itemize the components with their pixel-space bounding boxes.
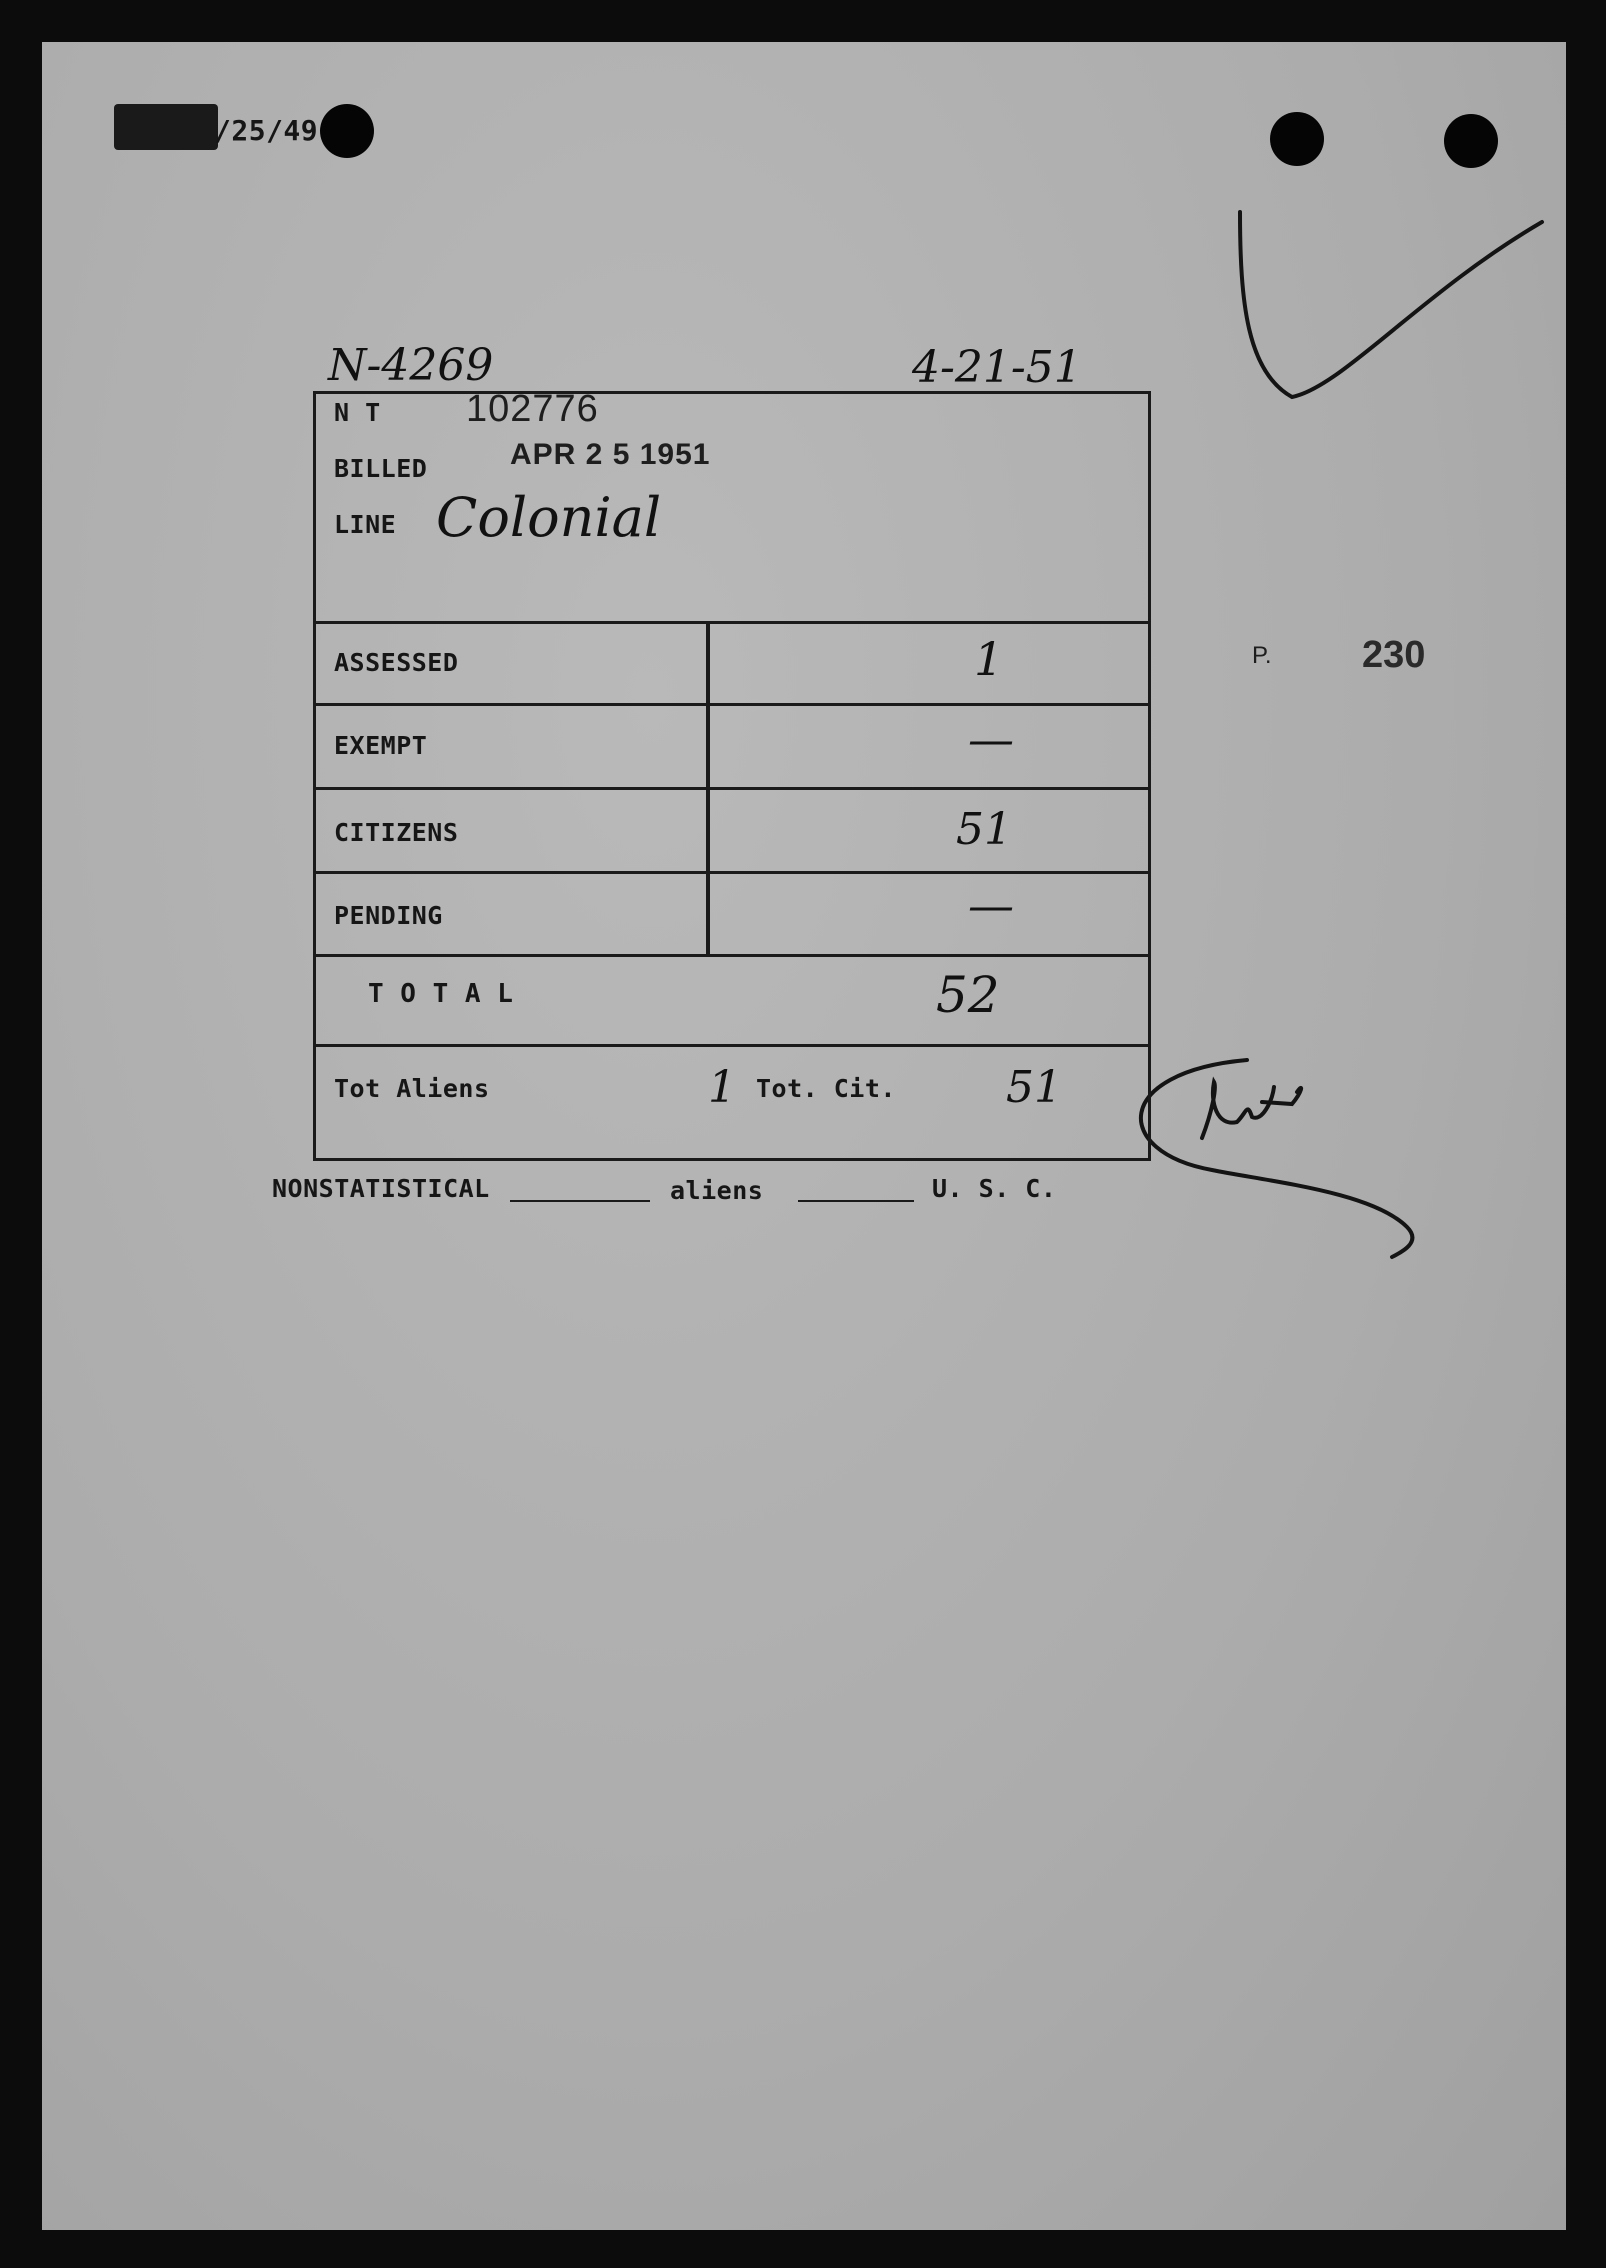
nonstatistical-blank xyxy=(510,1200,650,1202)
document-page xyxy=(42,42,1566,2230)
file-number: N-4269 xyxy=(328,340,494,391)
nt-label: N T xyxy=(334,398,381,427)
row-value-citizens: 51 xyxy=(956,804,1012,855)
nt-number-stamp: 102776 xyxy=(466,388,599,430)
aliens-blank xyxy=(798,1200,914,1202)
summary-form xyxy=(313,388,1151,1161)
row-divider xyxy=(316,621,1148,624)
billed-date-stamp: APR 2 5 1951 xyxy=(510,438,711,471)
tot-cit-value: 51 xyxy=(1006,1062,1062,1113)
row-divider xyxy=(316,1044,1148,1047)
row-label-assessed: ASSESSED xyxy=(334,648,459,677)
total-label: T O T A L xyxy=(368,979,514,1009)
row-divider xyxy=(316,954,1148,957)
line-label: LINE xyxy=(334,510,397,539)
nonstatistical-label: NONSTATISTICAL xyxy=(272,1174,490,1203)
row-divider xyxy=(316,871,1148,874)
corner-note: /25/49 xyxy=(214,114,319,147)
row-value-exempt: — xyxy=(968,712,1014,766)
tot-cit-label: Tot. Cit. xyxy=(756,1074,896,1103)
row-label-citizens: CITIZENS xyxy=(334,818,459,847)
column-divider xyxy=(706,621,710,957)
aliens-label: aliens xyxy=(670,1176,764,1205)
tot-aliens-value: 1 xyxy=(708,1062,736,1113)
row-value-pending: — xyxy=(968,878,1014,932)
usc-label: U. S. C. xyxy=(932,1174,1057,1203)
row-divider xyxy=(316,703,1148,706)
row-label-pending: PENDING xyxy=(334,901,443,930)
line-value: Colonial xyxy=(436,486,662,549)
total-value: 52 xyxy=(936,966,1000,1024)
row-value-assessed: 1 xyxy=(974,632,1004,686)
page-number: 230 xyxy=(1362,634,1426,676)
row-label-exempt: EXEMPT xyxy=(334,731,428,760)
billed-label: BILLED xyxy=(334,454,428,483)
tot-aliens-label: Tot Aliens xyxy=(334,1074,490,1103)
page-number-prefix: P. xyxy=(1252,642,1272,669)
date: 4-21-51 xyxy=(912,342,1082,393)
row-divider xyxy=(316,787,1148,790)
